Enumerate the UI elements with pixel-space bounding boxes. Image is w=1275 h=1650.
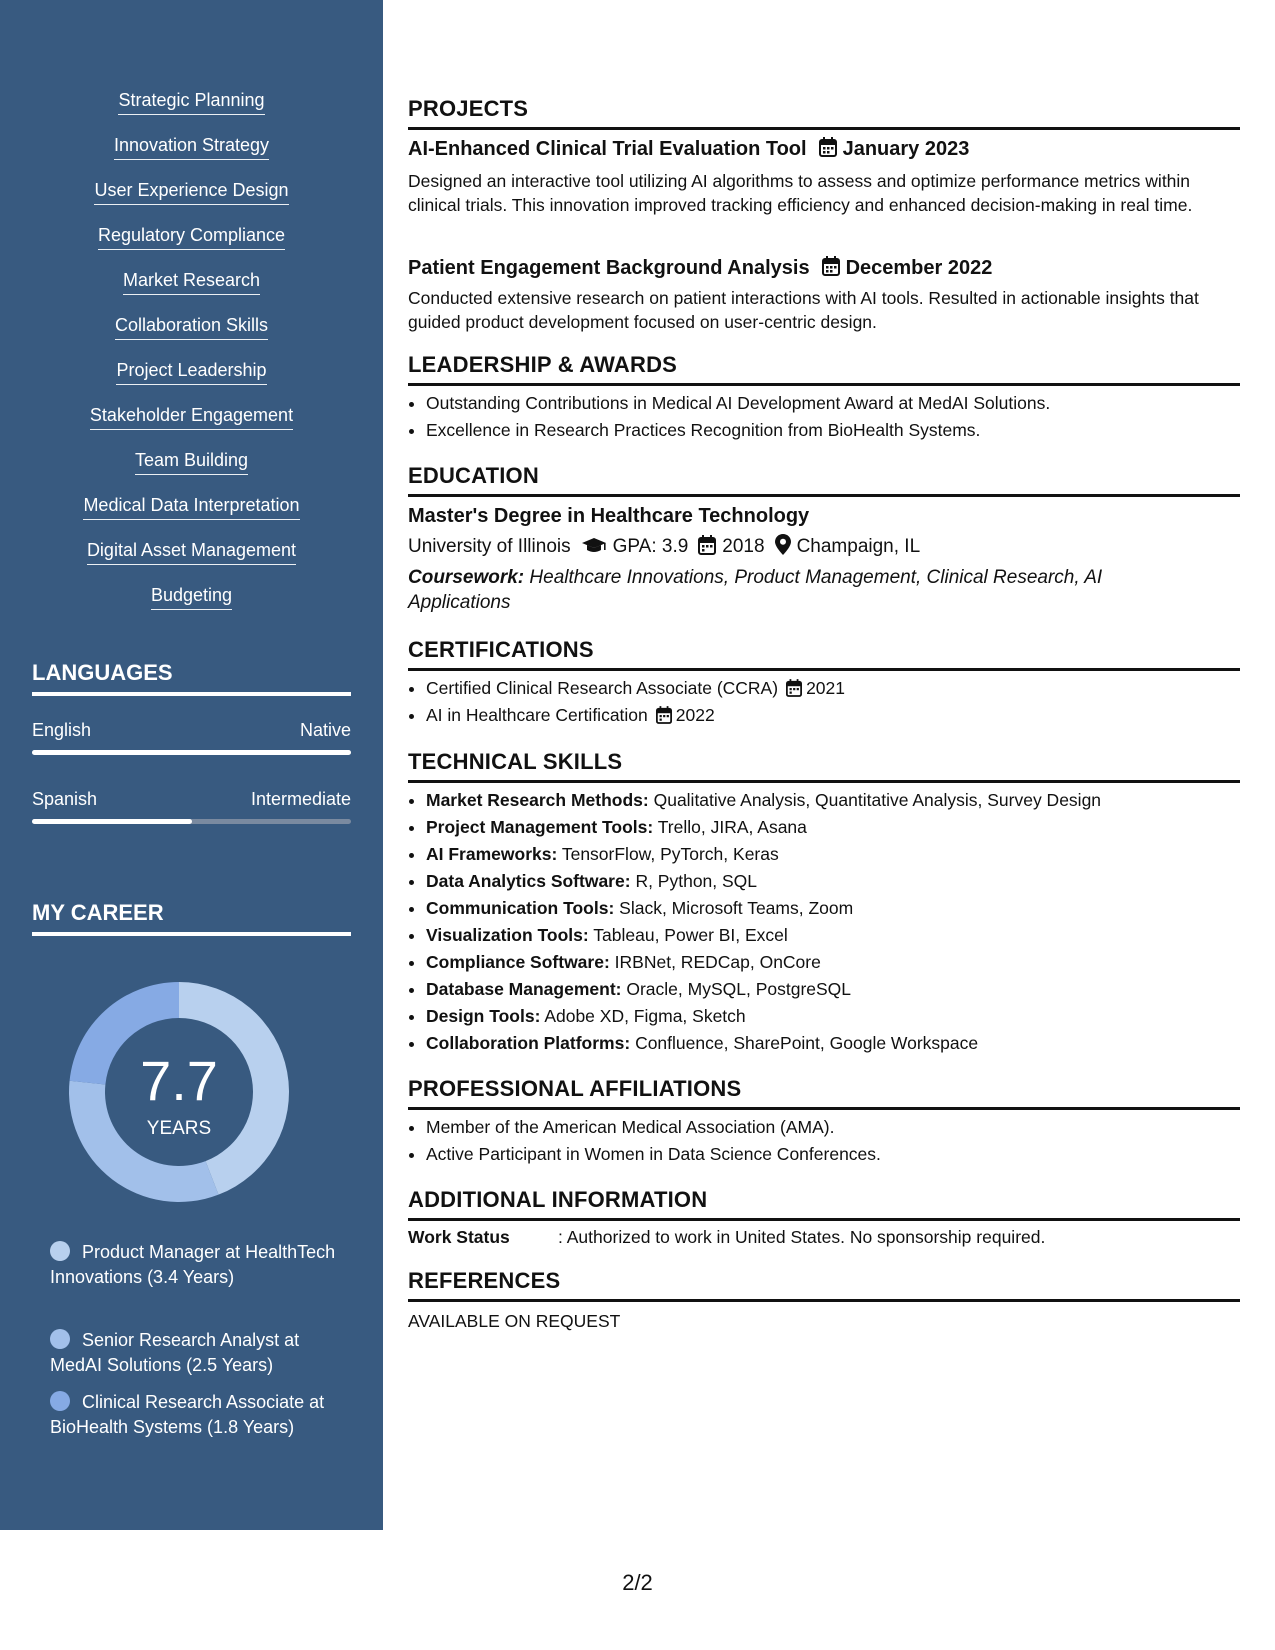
skills-list (0, 88, 383, 628)
cert-year: 2021 (806, 678, 845, 698)
leadership-list (408, 390, 1050, 444)
career-item-text: Product Manager at HealthTech Innovations (3.4 Years) (50, 1242, 336, 1287)
skill-link[interactable]: Collaboration Skills (115, 313, 268, 340)
education-heading: EDUCATION (408, 463, 1240, 497)
skill-values: IRBNet, REDCap, OnCore (614, 952, 821, 972)
career-item-text: Senior Research Analyst at MedAI Solutions (2.5 Years) (50, 1330, 300, 1375)
project-description: Conducted extensive research on patient interactions with AI tools. Resulted in actionable insights that guided product development focused on user-centric design. (408, 288, 1199, 332)
graduation-year: 2018 (722, 536, 765, 557)
project-title-text: AI-Enhanced Clinical Trial Evaluation Tool (408, 138, 807, 160)
cert-year: 2022 (675, 705, 715, 725)
list-item: • Excellence in Research Practices Recognition from BioHealth Systems. (426, 417, 1050, 444)
skill-link[interactable]: Stakeholder Engagement (90, 403, 293, 430)
skill-values: Oracle, MySQL, PostgreSQL (626, 979, 852, 999)
skill-link[interactable]: Team Building (135, 448, 248, 475)
education-meta (408, 534, 920, 558)
project-date: December 2022 (845, 257, 993, 279)
career-total: 7.7 (140, 1049, 218, 1112)
language-name: Spanish (32, 789, 98, 809)
cert-name: AI in Healthcare Certification (426, 705, 648, 725)
list-item (426, 675, 845, 702)
skill-category: Project Management Tools: (426, 817, 654, 837)
skill-link[interactable]: Market Research (123, 268, 260, 295)
skill-item (0, 178, 383, 223)
skill-values: Adobe XD, Figma, Sketch (544, 1006, 746, 1026)
skill-values: R, Python, SQL (635, 871, 758, 891)
skill-link[interactable]: Regulatory Compliance (98, 223, 285, 250)
skill-item (0, 403, 383, 448)
skill-item (0, 313, 383, 358)
list-item (426, 814, 1101, 841)
skill-values: TensorFlow, PyTorch, Keras (561, 844, 779, 864)
career-item (50, 1328, 340, 1378)
list-item: • Outstanding Contributions in Medical AI Development Award at MedAI Solutions. (426, 390, 1050, 417)
language-english (32, 720, 351, 741)
affiliations-list (408, 1114, 881, 1168)
projects-heading: PROJECTS (408, 96, 1240, 130)
skill-category: Database Management: (426, 979, 622, 999)
project-title (408, 256, 992, 280)
legend-dot (50, 1241, 70, 1261)
calendar-icon (819, 137, 837, 157)
certifications-list (408, 675, 845, 729)
language-name: English (32, 720, 92, 740)
skill-item (0, 493, 383, 538)
skill-values: Trello, JIRA, Asana (657, 817, 807, 837)
skill-link[interactable]: Strategic Planning (118, 88, 264, 115)
work-status-value: : Authorized to work in United States. No sponsorship required. (558, 1227, 1046, 1247)
list-item (426, 949, 1101, 976)
list-item (426, 702, 845, 729)
skill-link[interactable]: Budgeting (151, 583, 232, 610)
skill-category: Communication Tools: (426, 898, 615, 918)
technical-skills-heading: TECHNICAL SKILLS (408, 749, 1240, 783)
skill-values: Slack, Microsoft Teams, Zoom (619, 898, 854, 918)
skill-category: Collaboration Platforms: (426, 1033, 631, 1053)
project-date: January 2023 (842, 138, 970, 160)
calendar-icon (822, 256, 840, 276)
page-number: 2/2 (622, 1570, 653, 1595)
skill-item (0, 358, 383, 403)
skill-values: Qualitative Analysis, Quantitative Analysis, Survey Design (653, 790, 1102, 810)
project-title-text: Patient Engagement Background Analysis (408, 257, 810, 279)
language-level: Native (299, 720, 351, 740)
skill-values: Tableau, Power BI, Excel (593, 925, 788, 945)
career-item (50, 1240, 340, 1290)
project-description: Designed an interactive tool utilizing AI algorithms to assess and optimize performance metrics within clinical trials. This innovation improved tracking efficiency and enhanced decision-making in real time. (408, 171, 1193, 215)
leadership-heading: LEADERSHIP & AWARDS (408, 352, 1240, 386)
legend-dot (50, 1391, 70, 1411)
certifications-heading: CERTIFICATIONS (408, 637, 1240, 671)
graduation-cap-icon (581, 537, 607, 555)
skill-item (0, 583, 383, 628)
skill-item (0, 223, 383, 268)
coursework (408, 565, 1168, 615)
list-item (426, 1030, 1101, 1057)
career-heading: MY CAREER (32, 900, 351, 936)
list-item: • Member of the American Medical Association (AMA). (426, 1114, 881, 1141)
career-donut-chart (65, 978, 293, 1206)
calendar-icon (786, 679, 802, 697)
skill-category: Design Tools: (426, 1006, 541, 1026)
references-text: AVAILABLE ON REQUEST (408, 1311, 621, 1331)
school-name: University of Illinois (408, 536, 571, 557)
list-item (426, 868, 1101, 895)
language-bar-fill (32, 750, 351, 755)
skill-category: AI Frameworks: (426, 844, 558, 864)
list-item (426, 841, 1101, 868)
skill-category: Data Analytics Software: (426, 871, 631, 891)
language-bar-spanish (32, 819, 351, 824)
skill-link[interactable]: Medical Data Interpretation (83, 493, 299, 520)
list-item (426, 976, 1101, 1003)
coursework-text: Healthcare Innovations, Product Management, Clinical Research, AI Applications (408, 567, 1103, 613)
gpa: GPA: 3.9 (612, 536, 689, 557)
project-title (408, 137, 969, 161)
language-level: Intermediate (250, 789, 351, 809)
language-bar-fill (32, 819, 192, 824)
skill-link[interactable]: Digital Asset Management (87, 538, 296, 565)
career-item (50, 1390, 340, 1440)
languages-heading: LANGUAGES (32, 660, 351, 696)
degree-title: Master's Degree in Healthcare Technology (408, 505, 810, 527)
skill-link[interactable]: Innovation Strategy (114, 133, 269, 160)
calendar-icon (698, 535, 716, 555)
skill-item (0, 268, 383, 313)
calendar-icon (656, 706, 672, 724)
list-item (426, 787, 1101, 814)
list-item: • Active Participant in Women in Data Science Conferences. (426, 1141, 881, 1168)
coursework-label: Coursework: (408, 567, 525, 588)
skill-values: Confluence, SharePoint, Google Workspace (635, 1033, 979, 1053)
work-status-label: Work Status (408, 1227, 510, 1247)
skill-item (0, 448, 383, 493)
skill-item (0, 133, 383, 178)
skill-item (0, 538, 383, 583)
skill-category: Visualization Tools: (426, 925, 589, 945)
language-spanish (32, 789, 351, 810)
location: Champaign, IL (796, 536, 921, 557)
sidebar (0, 0, 383, 1530)
legend-dot (50, 1329, 70, 1349)
skill-category: Market Research Methods: (426, 790, 649, 810)
additional-info-heading: ADDITIONAL INFORMATION (408, 1187, 1240, 1221)
list-item (426, 922, 1101, 949)
skill-item (0, 88, 383, 133)
skill-link[interactable]: Project Leadership (116, 358, 266, 385)
skill-category: Compliance Software: (426, 952, 610, 972)
career-unit: YEARS (146, 1118, 212, 1139)
location-pin-icon (775, 534, 791, 555)
language-bar-english (32, 750, 351, 755)
cert-name: Certified Clinical Research Associate (CCRA) (426, 678, 779, 698)
list-item (426, 1003, 1101, 1030)
work-status (408, 1227, 1045, 1248)
skill-link[interactable]: User Experience Design (94, 178, 288, 205)
list-item (426, 895, 1101, 922)
career-item-text: Clinical Research Associate at BioHealth Systems (1.8 Years) (50, 1392, 325, 1437)
affiliations-heading: PROFESSIONAL AFFILIATIONS (408, 1076, 1240, 1110)
references-heading: REFERENCES (408, 1268, 1240, 1302)
technical-skills-list (408, 787, 1101, 1057)
